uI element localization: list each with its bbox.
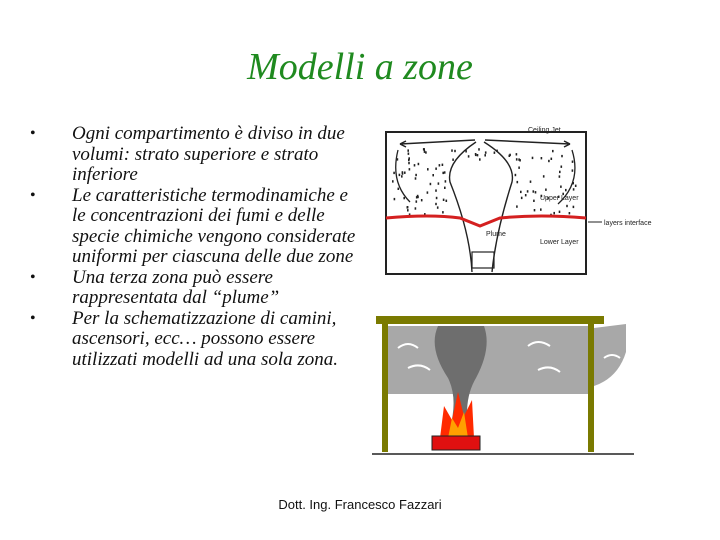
footer-author: Dott. Ing. Francesco Fazzari (278, 497, 442, 512)
bullet-item (30, 309, 360, 371)
bullet-dot: • (30, 125, 36, 142)
two-zone-diagram (380, 122, 664, 282)
label-plume: Plume (486, 231, 506, 238)
bullet-dot: • (30, 268, 36, 286)
bullet-text: Le caratteristiche termodinamiche e le concentrazioni dei fumi e delle specie chimiche vengono considerate uniformi per ciascuna delle due zone (72, 184, 356, 267)
bullet-item (30, 186, 360, 268)
ceiling (376, 316, 604, 324)
bullet-dot: • (30, 186, 36, 204)
bullet-item (30, 268, 360, 309)
bullet-list (30, 124, 360, 370)
bullet-text: Ogni compartimento è diviso in due volumi: strato superiore e strato inferiore (72, 123, 345, 185)
left-wall (382, 324, 388, 452)
burning-object (432, 436, 480, 450)
smoke-layer (382, 326, 594, 394)
label-ceiling-jet: Ceiling Jet (528, 127, 561, 134)
bullet-text: Per la schematizzazione di camini, ascensori, ecc… possono essere utilizzati modelli ad una sola zona. (72, 307, 339, 370)
bullet-dot: • (30, 309, 36, 327)
fire-compartment-illustration (368, 308, 636, 460)
label-upper-layer: Upper Layer (540, 195, 579, 202)
right-wall (588, 324, 594, 452)
bullet-text: Una terza zona può essere rappresentata dal “plume” (72, 266, 280, 308)
bullet-item (30, 124, 360, 186)
label-lower-layer: Lower Layer (540, 239, 579, 246)
label-layers-interface: layers interface (604, 220, 652, 227)
slide-title: Modelli a zone (247, 46, 473, 88)
